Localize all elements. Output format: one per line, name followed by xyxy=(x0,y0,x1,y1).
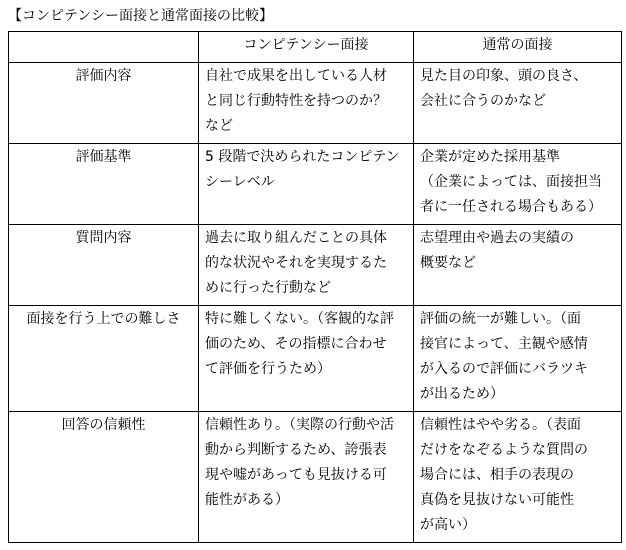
header-normal-interview: 通常の面接 xyxy=(414,32,622,63)
header-item xyxy=(9,32,199,63)
row-label: 評価基準 xyxy=(9,144,199,225)
table-row xyxy=(9,306,622,412)
row-label: 評価内容 xyxy=(9,63,199,144)
row-label: 面接を行う上での難しさ xyxy=(9,306,199,412)
competency-cell: 自社で成果を出している人材 と同じ行動特性を持つのか？ など xyxy=(199,63,414,144)
table-row xyxy=(9,63,622,144)
table-row xyxy=(9,144,622,225)
table-header-row xyxy=(9,32,622,63)
row-label: 回答の信頼性 xyxy=(9,412,199,543)
competency-cell: 5 段階で決められたコンピテン シーレベル xyxy=(199,144,414,225)
competency-cell: 信頼性あり。（実際の行動や活 動から判断するため、誇張表 現や嘘があっても見抜ける可 能性がある） xyxy=(199,412,414,543)
normal-cell: 見た目の印象、頭の良さ、 会社に合うのかなど xyxy=(414,63,622,144)
table-caption: 【コンピテンシー面接と通常面接の比較】 xyxy=(8,8,273,24)
competency-cell: 特に難しくない。（客観的な評 価のため、その指標に合わせ て評価を行うため） xyxy=(199,306,414,412)
normal-cell: 信頼性はやや劣る。（表面 だけをなぞるような質問の 場合には、相手の表現の 真偽を見抜けない可能性 が高い） xyxy=(414,412,622,543)
header-competency-interview: コンピテンシー面接 xyxy=(199,32,414,63)
table-row xyxy=(9,225,622,306)
comparison-table xyxy=(8,31,622,543)
normal-cell: 志望理由や過去の実績の 概要など xyxy=(414,225,622,306)
table-row xyxy=(9,412,622,543)
normal-cell: 企業が定めた採用基準 （企業によっては、面接担当 者に一任される場合もある） xyxy=(414,144,622,225)
row-label: 質問内容 xyxy=(9,225,199,306)
normal-cell: 評価の統一が難しい。（面 接官によって、主観や感情 が入るので評価にバラツキ が出るため） xyxy=(414,306,622,412)
competency-cell: 過去に取り組んだことの具体 的な状況やそれを実現するた めに行った行動など xyxy=(199,225,414,306)
